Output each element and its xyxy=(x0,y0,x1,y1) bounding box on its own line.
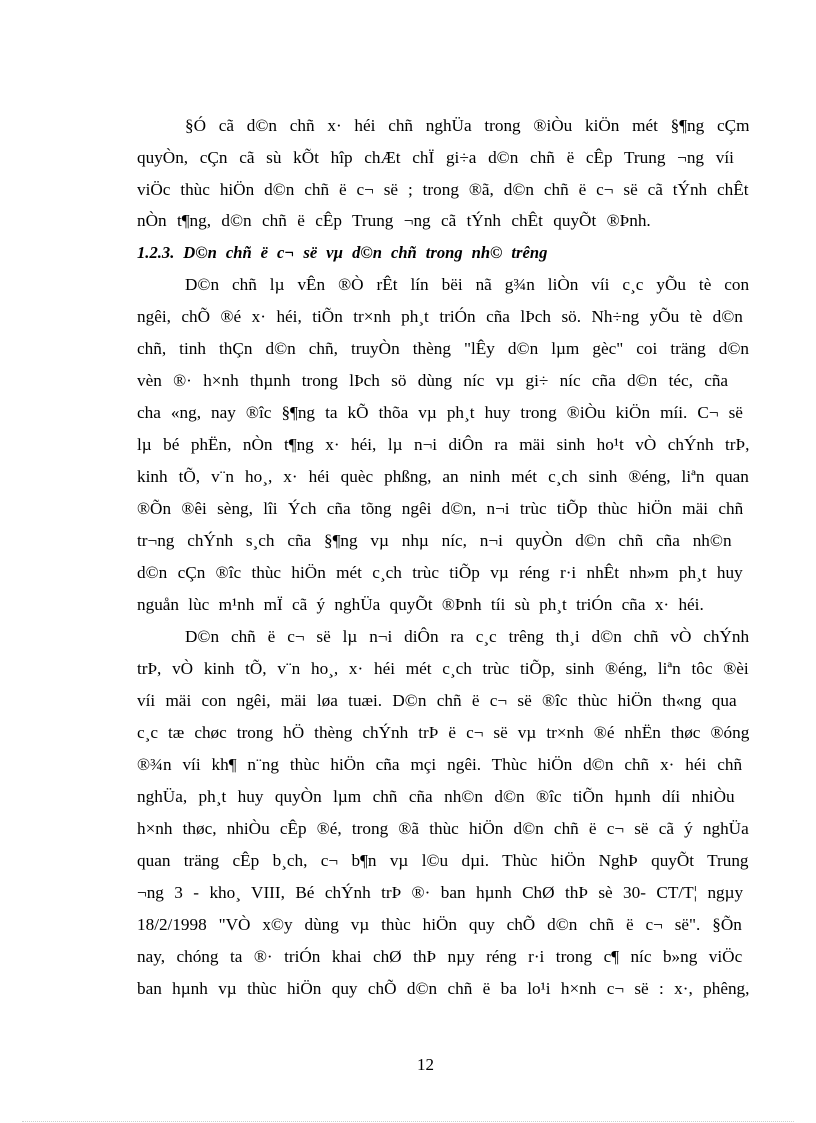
paragraph-2-line-4: vèn ®· h×nh thµnh trong lÞch sö dùng níc vµ gi÷ níc cña d©n téc, cña xyxy=(137,371,729,390)
paragraph-1-line-2: quyÒn, cÇn cã sù kÕt hîp chÆt chÏ gi÷a d©n chñ ë cÊp Trung ¬ng víi xyxy=(137,148,734,167)
paragraph-3-line-7: h×nh thøc, nhiÒu cÊp ®é, trong ®ã thùc hiÖn d©n chñ ë c¬ së cã ý nghÜa xyxy=(137,819,749,838)
paragraph-2-line-6: lµ bé phËn, nÒn t¶ng x· héi, lµ n¬i diÔn ra mäi sinh ho¹t vÒ chÝnh trÞ, xyxy=(137,435,749,454)
paragraph-2-line-3: chñ, tinh thÇn d©n chñ, truyÒn thèng "lÊy d©n lµm gèc" coi träng d©n xyxy=(137,339,749,358)
paragraph-2-line-7: kinh tÕ, v¨n ho¸, x· héi quèc phßng, an ninh mét c¸ch sinh ®éng, liªn quan xyxy=(137,467,749,486)
paragraph-2-line-5: cha «ng, nay ®îc §¶ng ta kÕ thõa vµ ph¸t huy trong ®iÒu kiÖn míi. C¬ së xyxy=(137,403,743,422)
paragraph-1-line-3: viÖc thùc hiÖn d©n chñ ë c¬ së ; trong ®ã, d©n chñ ë c¬ së cã tÝnh chÊt xyxy=(137,180,749,199)
paragraph-3-line-10: 18/2/1998 "VÒ x©y dùng vµ thùc hiÖn quy chÕ d©n chñ ë c¬ së". §Õn xyxy=(137,915,742,934)
paragraph-1-line-4: nÒn t¶ng, d©n chñ ë cÊp Trung ¬ng cã tÝnh chÊt quyÕt ®Þnh. xyxy=(137,211,651,230)
paragraph-3-line-11: nay, chóng ta ®· triÓn khai chØ thÞ nµy réng r·i trong c¶ níc b»ng viÖc xyxy=(137,947,743,966)
paragraph-2-line-9: tr¬ng chÝnh s¸ch cña §¶ng vµ nhµ níc, n¬i quyÒn d©n chñ cña nh©n xyxy=(137,531,732,550)
paragraph-3-line-12: ban hµnh vµ thùc hiÖn quy chÕ d©n chñ ë ba lo¹i h×nh c¬ së : x·, phêng, xyxy=(137,979,749,998)
page-number: 12 xyxy=(417,1055,434,1074)
paragraph-3-line-9: ¬ng 3 - kho¸ VIII, Bé chÝnh trÞ ®· ban hµnh ChØ thÞ sè 30- CT/T¦ ngµy xyxy=(137,883,744,902)
paragraph-3-line-3: víi mäi con ngêi, mäi løa tuæi. D©n chñ ë c¬ së ®îc thùc hiÖn th«ng qua xyxy=(137,691,737,710)
paragraph-2-line-11: nguån lùc m¹nh mÏ cã ý nghÜa quyÕt ®Þnh tíi sù ph¸t triÓn cña x· héi. xyxy=(137,595,704,614)
paragraph-3-line-1: D©n chñ ë c¬ së lµ n¬i diÔn ra c¸c trêng th¸i d©n chñ vÒ chÝnh xyxy=(185,627,749,646)
paragraph-3-line-4: c¸c tæ chøc trong hÖ thèng chÝnh trÞ ë c¬ së vµ tr×nh ®é nhËn thøc ®óng xyxy=(137,723,749,742)
paragraph-2-line-10: d©n cÇn ®îc thùc hiÖn mét c¸ch trùc tiÕp vµ réng r·i nhÊt nh»m ph¸t huy xyxy=(137,563,743,582)
paragraph-1-line-1: §Ó cã d©n chñ x· héi chñ nghÜa trong ®iÒu kiÖn mét §¶ng cÇm xyxy=(185,116,749,135)
paragraph-3-line-5: ®¾n víi kh¶ n¨ng thùc hiÖn cña mçi ngêi. Thùc hiÖn d©n chñ x· héi chñ xyxy=(137,755,743,774)
page-bottom-divider xyxy=(22,1121,794,1122)
paragraph-2-line-2: ngêi, chÕ ®é x· héi, tiÕn tr×nh ph¸t triÓn cña lÞch sö. Nh÷ng yÕu tè d©n xyxy=(137,307,743,326)
paragraph-3-line-2: trÞ, vÒ kinh tÕ, v¨n ho¸, x· héi mét c¸ch trùc tiÕp, sinh ®éng, liªn tôc ®èi xyxy=(137,659,749,678)
section-heading: 1.2.3. D©n chñ ë c¬ së vµ d©n chñ trong nh© trêng xyxy=(137,243,547,262)
paragraph-2-line-8: ®Õn ®êi sèng, lîi Ých cña tõng ngêi d©n, n¬i trùc tiÕp thùc hiÖn mäi chñ xyxy=(137,499,744,518)
paragraph-2-line-1: D©n chñ lµ vÊn ®Ò rÊt lín bëi nã g¾n liÒn víi c¸c yÕu tè con xyxy=(185,275,749,294)
paragraph-3-line-6: nghÜa, ph¸t huy quyÒn lµm chñ cña nh©n d©n ®îc tiÕn hµnh díi nhiÒu xyxy=(137,787,735,806)
paragraph-3-line-8: quan träng cÊp b¸ch, c¬ b¶n vµ l©u dµi. Thùc hiÖn NghÞ quyÕt Trung xyxy=(137,851,749,870)
